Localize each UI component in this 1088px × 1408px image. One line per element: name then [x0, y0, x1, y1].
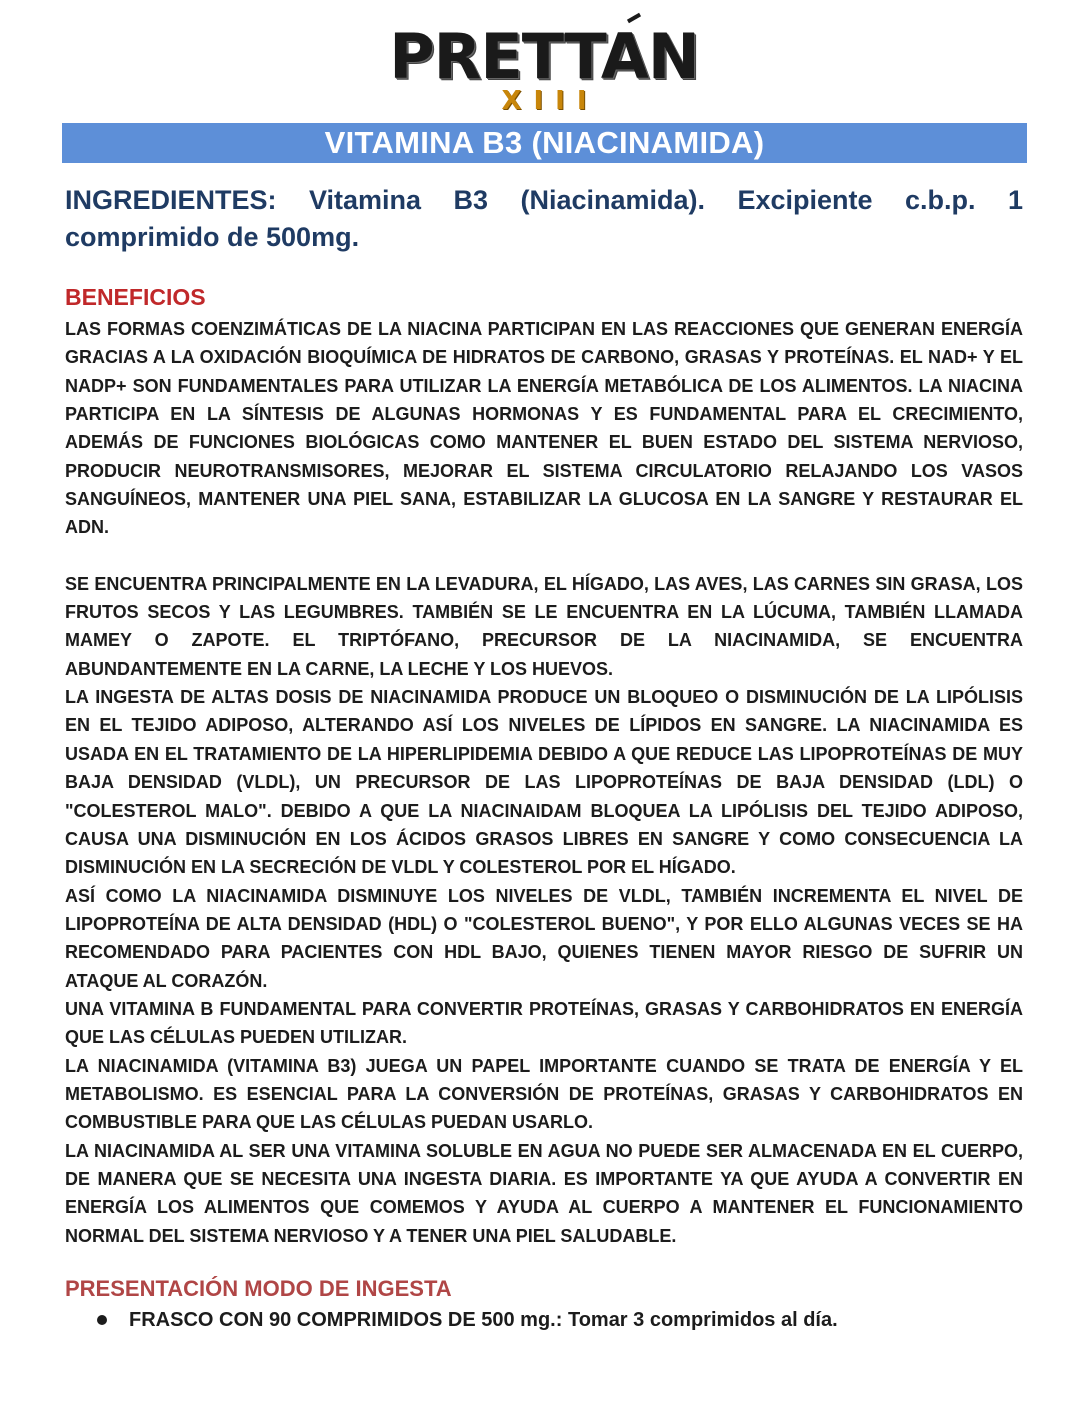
benefits-paragraph-2: SE ENCUENTRA PRINCIPALMENTE EN LA LEVADURA, EL HÍGADO, LAS AVES, LAS CARNES SIN GRASA, LOS FRUTOS SECOS Y LAS LEGUMBRES. TAMBIÉN SE LE ENCUENTRA EN LA LÚCUMA, TAMBIÉN LLAMADA MAMEY O ZAPOTE. EL TRIPTÓFANO, PRECURSOR DE LA NIACINAMIDA, SE ENCUENTRA ABUNDANTEMENTE EN LA CARNE, LA LECHE Y LOS HUEVOS. — [65, 573, 1023, 679]
list-item — [65, 1306, 1023, 1334]
ingredients-text: INGREDIENTES: Vitamina B3 (Niacinamida). Excipiente c.b.p. 1 comprimido de 500mg. — [65, 185, 1023, 252]
brand-logo — [0, 20, 1088, 116]
page-title: VITAMINA B3 (NIACINAMIDA) — [324, 125, 765, 160]
benefits-paragraph-7: LA NIACINAMIDA AL SER UNA VITAMINA SOLUBLE EN AGUA NO PUEDE SER ALMACENADA EN EL CUERPO, DE MANERA QUE SE NECESITA UNA INGESTA DIARIA. ES IMPORTANTE YA QUE AYUDA A CONVERTIR EN ENERGÍA LOS ALIMENTOS QUE COMEMOS Y AYUDA AL CUERPO A MANTENER EL FUNCIONAMIENTO NORMAL DEL SISTEMA NERVIOSO Y A TENER UNA PIEL SALUDABLE. — [65, 1140, 1023, 1246]
benefits-paragraph-6: LA NIACINAMIDA (VITAMINA B3) JUEGA UN PAPEL IMPORTANTE CUANDO SE TRATA DE ENERGÍA Y EL METABOLISMO. ES ESENCIAL PARA LA CONVERSIÓN DE PROTEÍNAS, GRASAS Y CARBOHIDRATOS EN COMBUSTIBLE PARA QUE LAS CÉLULAS PUEDAN USARLO. — [65, 1055, 1023, 1133]
benefits-heading: BENEFICIOS — [65, 284, 206, 310]
bullet-icon — [97, 1315, 107, 1325]
benefits-paragraph-5: UNA VITAMINA B FUNDAMENTAL PARA CONVERTIR PROTEÍNAS, GRASAS Y CARBOHIDRATOS EN ENERGÍA QUE LAS CÉLULAS PUEDEN UTILIZAR. — [65, 998, 1023, 1048]
benefits-paragraph-3: LA INGESTA DE ALTAS DOSIS DE NIACINAMIDA PRODUCE UN BLOQUEO O DISMINUCIÓN DE LA LIPÓLISIS EN EL TEJIDO ADIPOSO, ALTERANDO ASÍ LOS NIVELES DE LÍPIDOS EN SANGRE. LA NIACINAMIDA ES USADA EN EL TRATAMIENTO DE LA HIPERLIPIDEMIA DEBIDO A QUE REDUCE LAS LIPOPROTEÍNAS DE MUY BAJA DENSIDAD (VLDL), UN PRECURSOR DE LAS LIPOPROTEÍNAS DE BAJA DENSIDAD (LDL) O "COLESTEROL MALO". DEBIDO A QUE LA NIACINAIDAM BLOQUEA LA LIPÓLISIS DEL TEJIDO ADIPOSO, CAUSA UNA DISMINUCIÓN EN LOS ÁCIDOS GRASOS LIBRES EN SANGRE Y COMO CONSECUENCIA LA DISMINUCIÓN EN LA SECRECIÓN DE VLDL Y COLESTEROL POR EL HÍGADO. — [65, 687, 1023, 878]
benefits-paragraph-1: LAS FORMAS COENZIMÁTICAS DE LA NIACINA PARTICIPAN EN LAS REACCIONES QUE GENERAN ENERGÍA GRACIAS A LA OXIDACIÓN BIOQUÍMICA DE HIDRATOS DE CARBONO, GRASAS Y PROTEÍNAS. EL NAD+ Y EL NADP+ SON FUNDAMENTALES PARA UTILIZAR LA ENERGÍA METABÓLICA DE LOS ALIMENTOS. LA NIACINA PARTICIPA EN LA SÍNTESIS DE ALGUNAS HORMONAS Y ES FUNDAMENTAL PARA EL CRECIMIENTO, ADEMÁS DE FUNCIONES BIOLÓGICAS COMO MANTENER EL BUEN ESTADO DEL SISTEMA NERVIOSO, PRODUCIR NEUROTRANSMISORES, MEJORAR EL SISTEMA CIRCULATORIO RELAJANDO LOS VASOS SANGUÍNEOS, MANTENER UNA PIEL SANA, ESTABILIZAR LA GLUCOSA EN LA SANGRE Y RESTAURAR EL ADN. — [65, 319, 1023, 538]
presentation-item-text: FRASCO CON 90 COMPRIMIDOS DE 500 mg.: Tomar 3 comprimidos al día. — [129, 1309, 838, 1331]
presentation-list — [65, 1306, 1023, 1334]
presentation-heading: PRESENTACIÓN MODO DE INGESTA — [65, 1276, 452, 1301]
logo-wordmark — [389, 20, 699, 93]
logo-brand-text: PRETTAN — [389, 20, 699, 93]
paragraph-spacer — [65, 542, 1023, 570]
title-banner — [62, 123, 1027, 163]
logo-subtitle: XIII — [501, 86, 599, 116]
document-body — [65, 182, 1023, 1334]
benefits-paragraph-4: ASÍ COMO LA NIACINAMIDA DISMINUYE LOS NIVELES DE VLDL, TAMBIÉN INCREMENTA EL NIVEL DE LIPOPROTEÍNA DE ALTA DENSIDAD (HDL) O "COLESTEROL BUENO", Y POR ELLO ALGUNAS VECES SE HA RECOMENDADO PARA PACIENTES CON HDL BAJO, QUIENES TIENEN MAYOR RIESGO DE SUFRIR UN ATAQUE AL CORAZÓN. — [65, 885, 1023, 991]
